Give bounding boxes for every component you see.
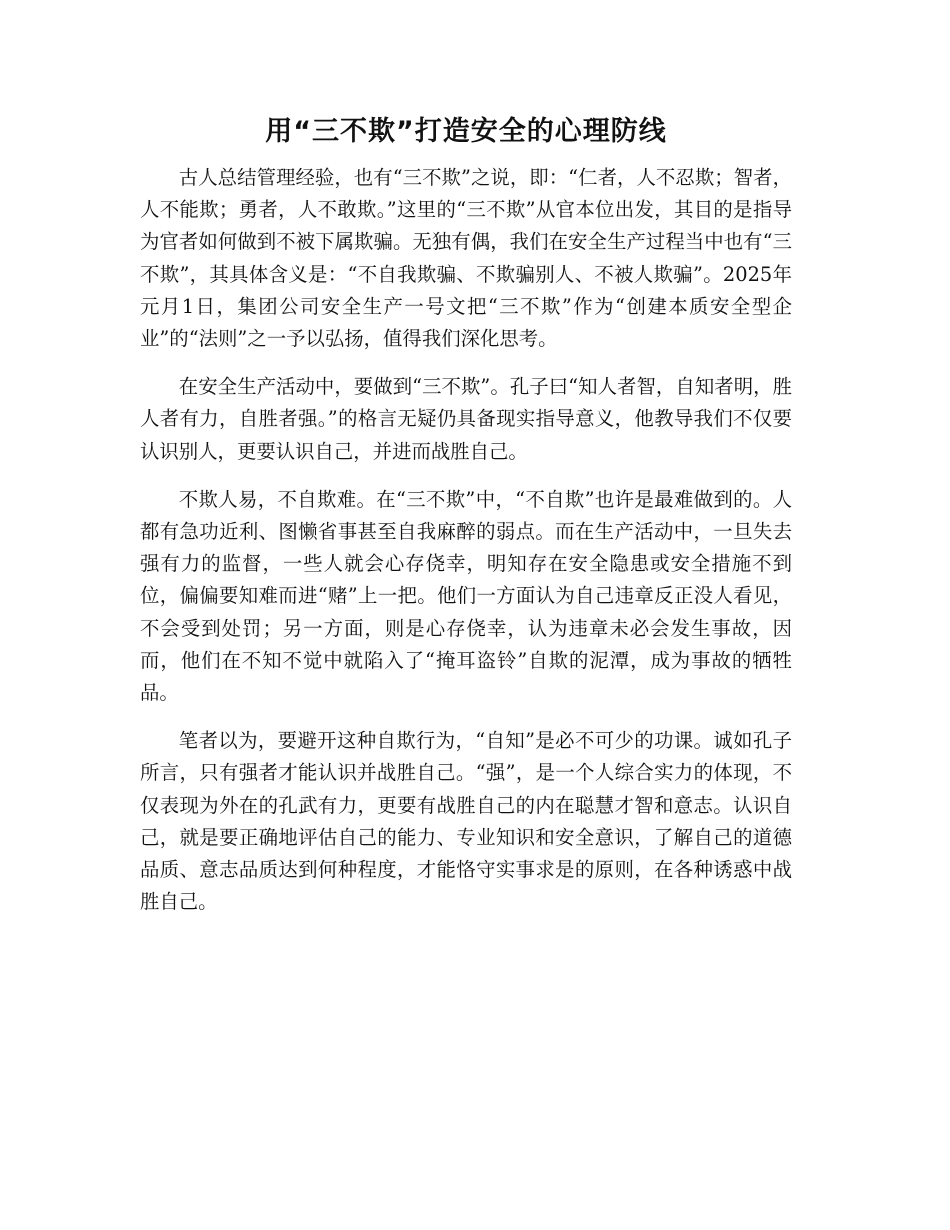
document-page: [140, 110, 792, 934]
paragraph-2: 在安全生产活动中，要做到“三不欺”。孔子曰“知人者智，自知者明，胜人者有力，自胜者强。”的格言无疑仍具备现实指导意义，他教导我们不仅要认识别人，更要认识自己，并进而战胜自己。: [140, 375, 792, 463]
paragraph-1: 古人总结管理经验，也有“三不欺”之说，即：“仁者，人不忍欺；智者，人不能欺；勇者，人不敢欺。”这里的“三不欺”从官本位出发，其目的是指导为官者如何做到不被下属欺骗。无独有偶，我们在安全生产过程当中也有“三不欺”，其具体含义是：“不自我欺骗、不欺骗别人、不被人欺骗”。2025年元月1日，集团公司安全生产一号文把“三不欺”作为“创建本质安全型企业”的“法则”之一予以弘扬，值得我们深化思考。: [140, 166, 792, 351]
document-title: 用“三不欺”打造安全的心理防线: [265, 116, 667, 147]
paragraph-3: 不欺人易，不自欺难。在“三不欺”中，“不自欺”也许是最难做到的。人都有急功近利、图懒省事甚至自我麻醉的弱点。而在生产活动中，一旦失去强有力的监督，一些人就会心存侥幸，明知存在安全隐患或安全措施不到位，偏偏要知难而进“赌”上一把。他们一方面认为自己违章反正没人看见，不会受到处罚；另一方面，则是心存侥幸，认为违章未必会发生事故，因而，他们在不知不觉中就陷入了“掩耳盗铃”自欺的泥潭，成为事故的牺牲品。: [140, 487, 792, 705]
paragraph-4: 笔者以为，要避开这种自欺行为，“自知”是必不可少的功课。诚如孔子所言，只有强者才能认识并战胜自己。“强”，是一个人综合实力的体现，不仅表现为外在的孔武有力，更要有战胜自己的内在聪慧才智和意志。认识自己，就是要正确地评估自己的能力、专业知识和安全意识，了解自己的道德品质、意志品质达到何种程度，才能恪守实事求是的原则，在各种诱惑中战胜自己。: [140, 729, 792, 914]
